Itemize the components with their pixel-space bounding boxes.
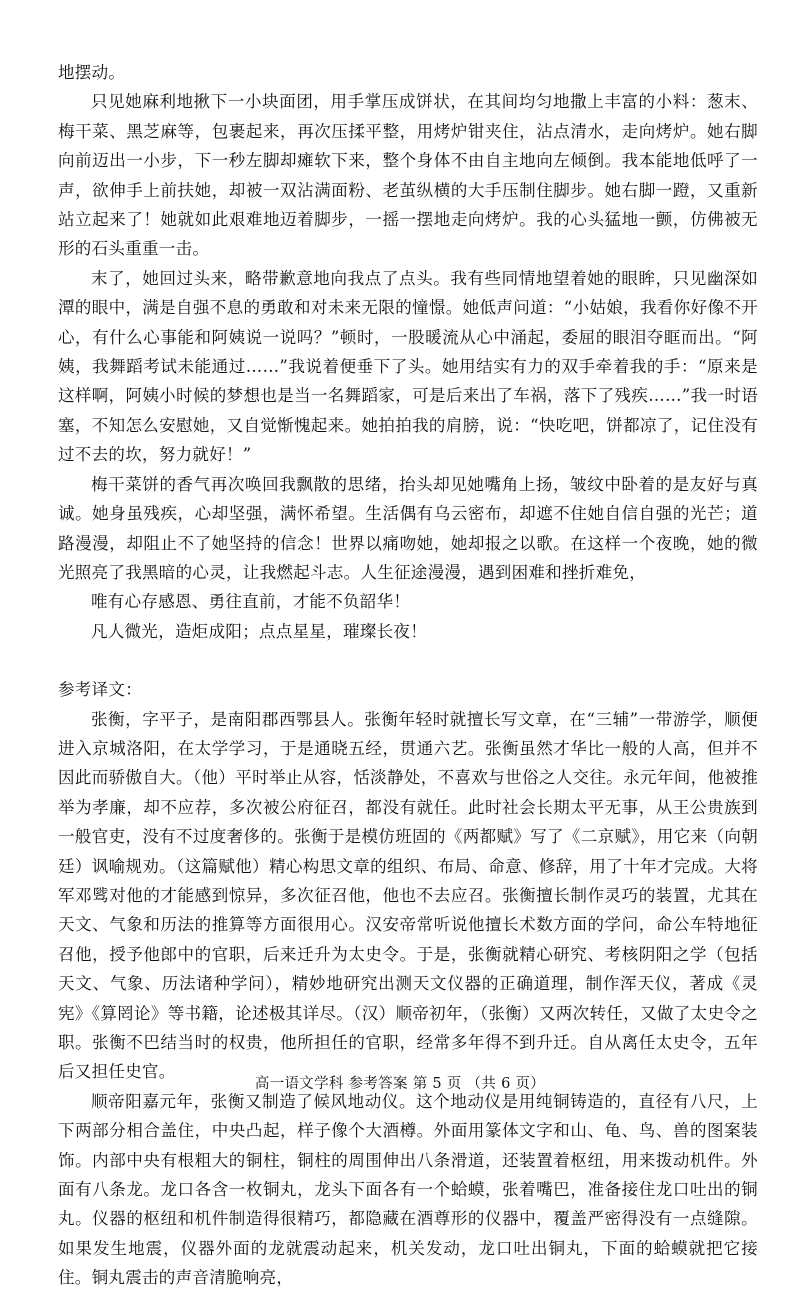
- essay-paragraph: 地摆动。: [58, 63, 126, 82]
- essay-paragraph: 只见她麻利地揪下一小块面团，用手掌压成饼状，在其间均匀地撒上丰富的小料：葱末、梅干菜、黑芝麻等，包裹起来，再次压揉平整，用烤炉钳夹住，沾点清水，走向烤炉。她右脚向前迈出一小步，下一秒左脚却瘫软下来，整个身体不由自主地向左倾倒。我本能地低呼了一声，欲伸手上前扶她，却被一双沾满面粉、老茧纵横的大手压制住脚步。她右脚一蹬，又重新站立起来了！她就如此艰难地迈着脚步，一摇一摆地走向烤炉。我的心头猛地一颤，仿佛被无形的石头重重一击。: [58, 92, 758, 259]
- essay-paragraph: 梅干菜饼的香气再次唤回我飘散的思绪，抬头却见她嘴角上扬，皱纹中卧着的是友好与真诚。她身虽残疾，心却坚强，满怀希望。生活偶有乌云密布，却遮不住她自信自强的光芒；道路漫漫，却阻止不了她坚持的信念！世界以痛吻她，她却报之以歌。在这样一个夜晚，她的微光照亮了我黑暗的心灵，让我燃起斗志。人生征途漫漫，遇到困难和挫折难免，: [58, 474, 758, 582]
- translation-paragraph: 张衡，字平子，是南阳郡西鄂县人。张衡年轻时就擅长写文章，在“三辅”一带游学，顺便进入京城洛阳，在太学学习，于是通晓五经，贯通六艺。张衡虽然才华比一般的人高，但并不因此而骄傲自大。（他）平时举止从容，恬淡静处，不喜欢与世俗之人交往。永元年间，他被推举为孝廉，却不应荐，多次被公府征召，都没有就任。此时社会长期太平无事，从王公贵族到一般官吏，没有不过度奢侈的。张衡于是模仿班固的《两都赋》写了《二京赋》，用它来（向朝廷）讽喻规劝。（这篇赋他）精心构思文章的组织、布局、命意、修辞，用了十年才完成。大将军邓骘对他的才能感到惊异，多次征召他，他也不去应召。张衡擅长制作灵巧的装置，尤其在天文、气象和历法的推算等方面很用心。汉安帝常听说他擅长术数方面的学问，命公车特地征召他，授予他郎中的官职，后来迁升为太史令。于是，张衡就精心研究、考核阴阳之学（包括天文、气象、历法诸种学问），精妙地研究出测天文仪器的正确道理，制作浑天仪，著成《灵宪》《算罔论》等书籍，论述极其详尽。（汉）顺帝初年，（张衡）又两次转任，又做了太史令之职。张衡不巴结当时的权贵，他所担任的官职，经常多年得不到升迁。自从离任太史令，五年后又担任史官。: [58, 709, 758, 1082]
- page-footer: 高一语文学科 参考答案 第 5 页 （共 6 页）: [254, 1076, 546, 1092]
- essay-paragraph: 凡人微光，造炬成阳；点点星星，璀璨长夜！: [91, 621, 427, 641]
- essay-paragraph: 唯有心存感恩、勇往直前，才能不负韶华！: [91, 592, 411, 612]
- answer-content: [58, 58, 758, 1293]
- translation-paragraph: 顺帝阳嘉元年，张衡又制造了候风地动仪。这个地动仪是用纯铜铸造的，直径有八尺，上下两部分相合盖住，中央凸起，样子像个大酒樽。外面用篆体文字和山、龟、鸟、兽的图案装饰。内部中央有根粗大的铜柱，铜柱的周围伸出八条滑道，还装置着枢纽，用来拨动机件。外面有八条龙。龙口各含一枚铜丸，龙头下面各有一个蛤蟆，张着嘴巴，准备接住龙口吐出的铜丸。仪器的枢纽和机件制造得很精巧，都隐藏在酒尊形的仪器中，覆盖严密得没有一点缝隙。如果发生地震，仪器外面的龙就震动起来，机关发动，龙口吐出铜丸，下面的蛤蟆就把它接住。铜丸震击的声音清脆响亮，: [58, 1091, 758, 1288]
- essay-paragraph: 末了，她回过头来，略带歉意地向我点了点头。我有些同情地望着她的眼眸，只见幽深如潭的眼中，满是自强不息的勇敢和对未来无限的憧憬。她低声问道：“小姑娘，我看你好像不开心，有什么心事能和阿姨说一说吗？”顿时，一股暖流从心中涌起，委屈的眼泪夺眶而出。“阿姨，我舞蹈考试未能通过……”我说着便垂下了头。她用结实有力的双手牵着我的手：“原来是这样啊，阿姨小时候的梦想也是当一名舞蹈家，可是后来出了车祸，落下了残疾……”我一时语塞，不知怎么安慰她，又自觉惭愧起来。她拍拍我的肩膀，说：“快吃吧，饼都凉了，记住没有过不去的坎，努力就好！”: [58, 268, 758, 465]
- translation-heading: 参考译文：: [58, 680, 142, 700]
